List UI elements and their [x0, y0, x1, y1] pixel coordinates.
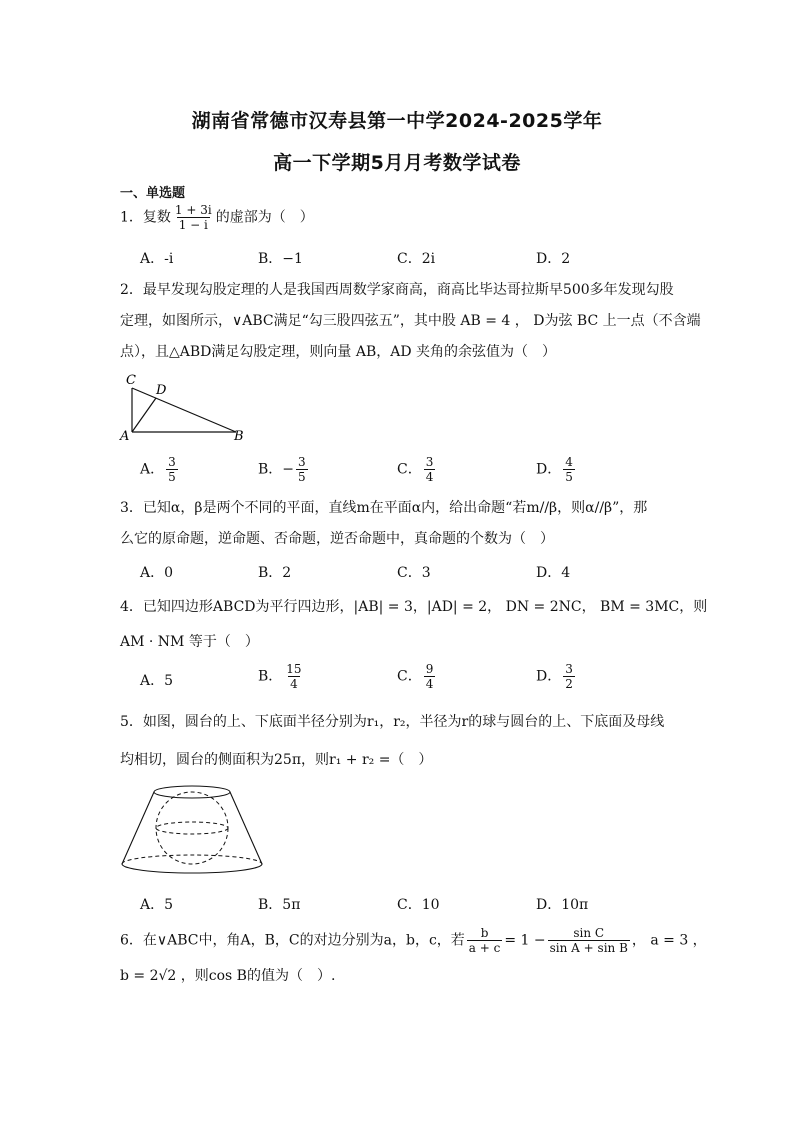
frustum-sphere-figure [118, 782, 280, 878]
q2-line2: 定理，如图所示，∨ABC满足“勾三股四弦五”，其中股 AB = 4 ， D为弦 BC 上一点（不含端 [120, 313, 701, 329]
q5-line2: 均相切，圆台的侧面积为25π，则r₁ + r₂ =（ ） [120, 752, 433, 768]
q3-line2: 么它的原命题，逆命题、否命题，逆否命题中，真命题的个数为（ ） [120, 531, 554, 547]
q1-option-d: D．2 [536, 251, 571, 267]
q4-line2: AM · NM 等于（ ） [120, 634, 259, 650]
question-6-line1: 6．在∨ABC中，角A，B，C的对边分别为a，b，c，若 $\frac{b}{a + c}$ = 1 − $\frac{\text{sin C}}{\text{sin A + sin B}}$ ， a = 3 ， [120, 926, 707, 955]
q1-option-b: B．−1 [258, 251, 303, 267]
q2-line1: 2．最早发现勾股定理的人是我国西周数学家商高，商高比毕达哥拉斯早500多年发现勾股 [120, 282, 674, 298]
q5-option-b: B．5π [258, 897, 301, 913]
q6-fraction-1: $\frac{b}{a + c}$ [468, 926, 501, 955]
q2-line3: 点），且△ABD满足勾股定理，则向量 AB，AD 夹角的余弦值为（ ） [120, 344, 557, 360]
q6-fraction-2: $\frac{\text{sin C}}{\text{sin A + sin B}}$ [549, 926, 628, 955]
q3-option-d: D．4 [536, 565, 571, 581]
fig-label-b: B [234, 429, 244, 444]
q1-text-post: 的虚部为（ ） [215, 209, 314, 226]
exam-title-line2: 高一下学期5月月考数学试卷 [273, 152, 521, 174]
q3-option-c: C．3 [397, 565, 431, 581]
question-1 [120, 203, 314, 232]
q3-option-a: A．0 [140, 565, 174, 581]
q1-fraction: $\frac{1 + 3i}{1 - i}$ [174, 203, 212, 232]
q2-option-d: D． $\frac{4}{5}$ [536, 455, 573, 484]
fig-label-a: A [120, 429, 130, 444]
q1-option-c: C．2i [397, 251, 436, 267]
q4-option-a: A．5 [140, 673, 174, 689]
q1-option-a: A．-i [140, 251, 174, 267]
q4-line1: 4．已知四边形ABCD为平行四边形，|AB| = 3，|AD| = 2， DN = 2NC， BM = 3MC，则 [120, 599, 708, 615]
q6-line2: b = 2√2 ，则cos B的值为（ ）. [120, 968, 336, 984]
fig-label-d: D [156, 383, 167, 398]
q2-option-b: B．− $\frac{3}{5}$ [258, 455, 306, 484]
section-heading: 一、单选题 [120, 186, 186, 201]
q5-option-a: A．5 [140, 897, 174, 913]
q5-line1: 5．如图，圆台的上、下底面半径分别为r₁，r₂，半径为r的球与圆台的上、下底面及母线 [120, 714, 665, 730]
q4-option-b: B． $\frac{15}{4}$ [258, 662, 302, 691]
triangle-figure [116, 370, 256, 448]
q4-option-c: C． $\frac{9}{4}$ [397, 662, 434, 691]
q1-text-pre: 1．复数 [120, 209, 171, 226]
q3-line1: 3．已知α，β是两个不同的平面，直线m在平面α内，给出命题“若m//β，则α//β”，那 [120, 500, 648, 516]
q5-option-d: D．10π [536, 897, 589, 913]
q5-option-c: C．10 [397, 897, 440, 913]
q3-option-b: B．2 [258, 565, 292, 581]
fig-label-c: C [126, 373, 136, 388]
q2-option-a: A． $\frac{3}{5}$ [140, 455, 176, 484]
exam-title-line1: 湖南省常德市汉寿县第一中学2024-2025学年 [191, 110, 603, 132]
q2-option-c: C． $\frac{3}{4}$ [397, 455, 434, 484]
q4-option-d: D． $\frac{3}{2}$ [536, 662, 573, 691]
